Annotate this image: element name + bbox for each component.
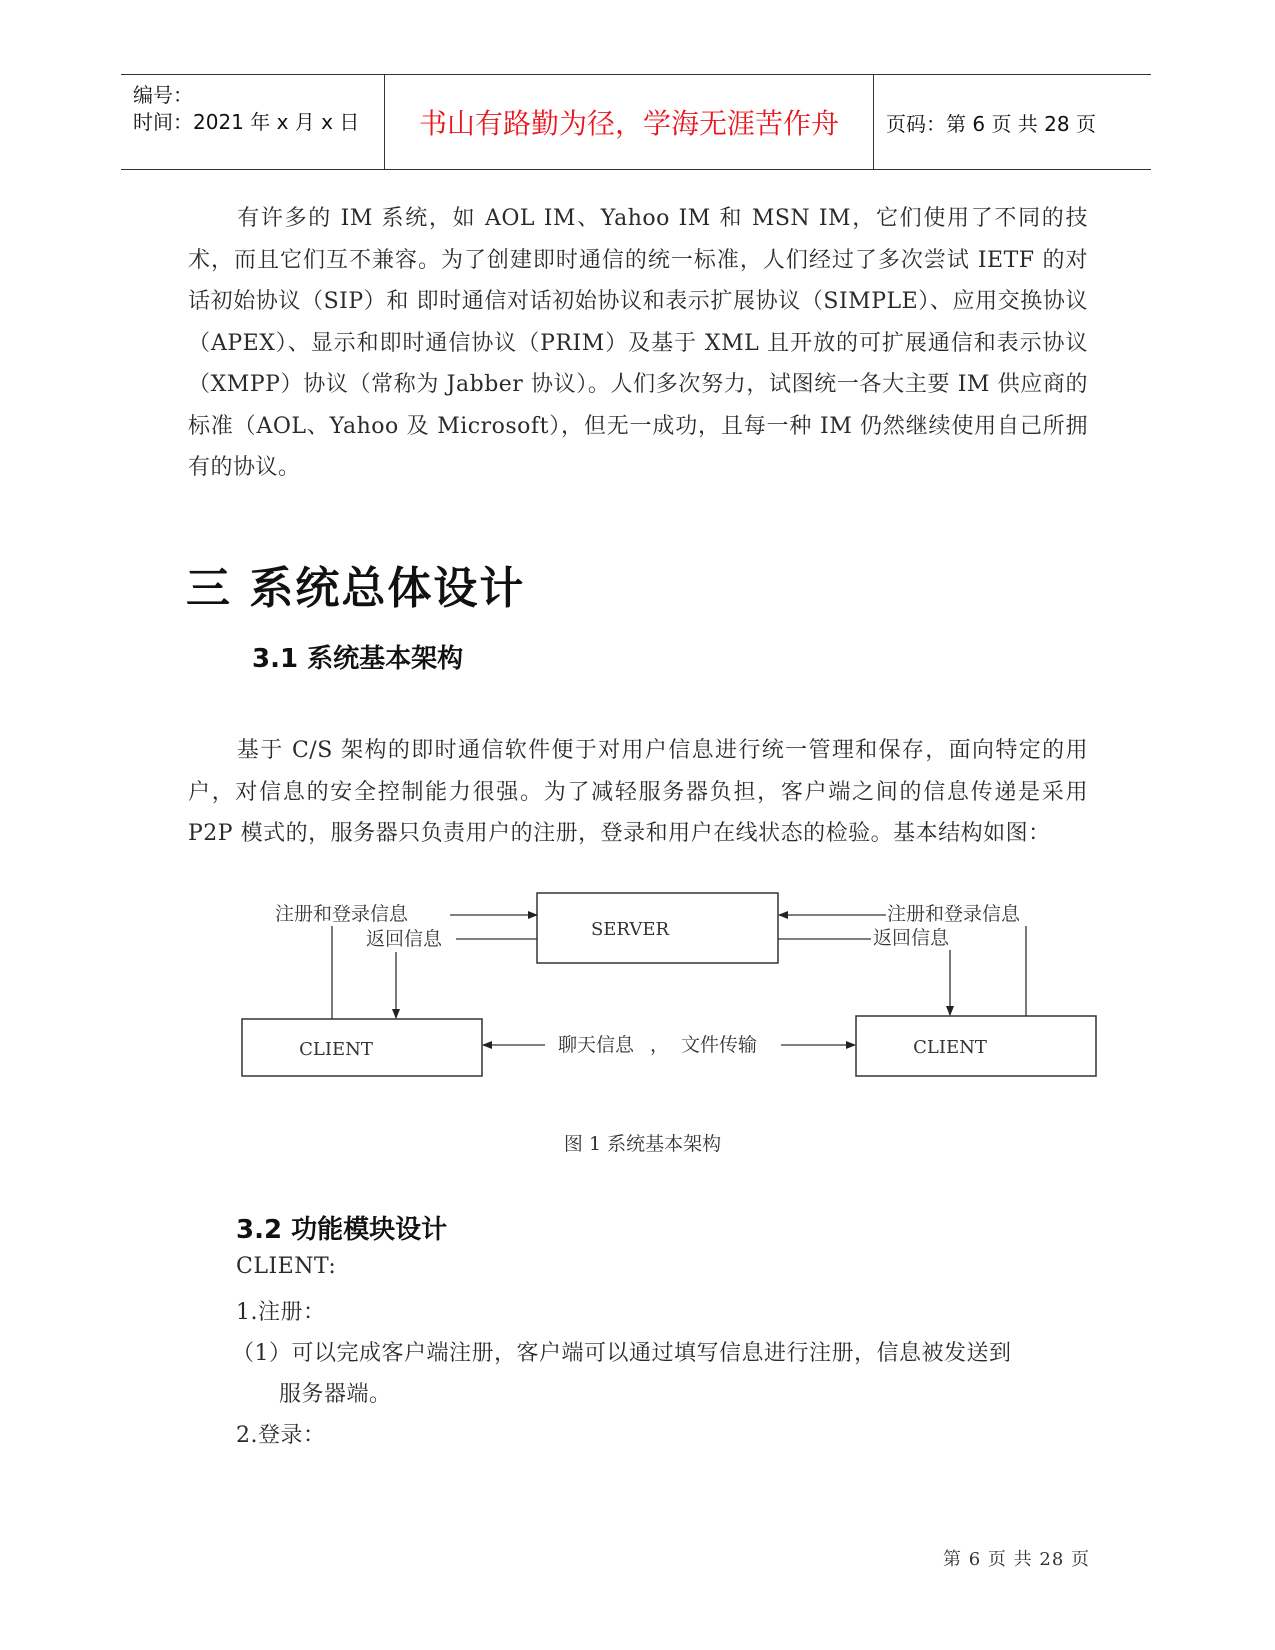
time-label: 时间：2021 年 x 月 x 日: [133, 110, 360, 134]
server-label: SERVER: [590, 919, 670, 940]
client-left-label: CLIENT: [299, 1039, 373, 1060]
left-register-label: 注册和登录信息: [275, 903, 409, 925]
file-transfer-label: 文件传输: [681, 1034, 758, 1056]
left-return-label: 返回信息: [366, 928, 443, 950]
architecture-paragraph-text: 基于 C/S 架构的即时通信软件便于对用户信息进行统一管理和保存，面向特定的用户，对信息的安全控制能力很强。为了减轻服务器负担，客户端之间的信息传递是采用 P2P 模式的，服务器只负责用户的注册，登录和用户在线状态的检验。基本结构如图：: [188, 738, 1088, 846]
chat-label: 聊天信息: [558, 1034, 635, 1056]
chat-comma: ，: [650, 1034, 670, 1056]
item-register: 1.注册：: [236, 1300, 326, 1325]
figure-caption: 图 1 系统基本架构: [563, 1133, 722, 1155]
right-return-label: 返回信息: [873, 927, 950, 949]
item-login: 2.登录：: [236, 1423, 326, 1448]
intro-paragraph-text: 有许多的 IM 系统，如 AOL IM、Yahoo IM 和 MSN IM，它们使用了不同的技术，而且它们互不兼容。为了创建即时通信的统一标准，人们经过了多次尝试 IETF 的对话初始协议（SIP）和 即时通信对话初始协议和表示扩展协议（SIMPLE）、应用交换协议（APEX）、显示和即时通信协议（PRIM）及基于 XML 且开放的可扩展通信和表示协议（XMPP）协议（常称为 Jabber 协议）。人们多次努力，试图统一各大主要 IM 供应商的标准（AOL、Yahoo 及 Microsoft），但无一成功，且每一种 IM 仍然继续使用自己所拥有的协议。: [188, 206, 1088, 480]
section-heading: 三 系统总体设计: [186, 563, 526, 614]
page-footer: 第 6 页 共 28 页: [943, 1549, 1090, 1570]
subsection-heading-3-2: 3.2 功能模块设计: [236, 1215, 448, 1245]
item-register-detail-1: （1）可以完成客户端注册，客户端可以通过填写信息进行注册，信息被发送到: [232, 1341, 1012, 1366]
header-page-info: 页码：第 6 页 共 28 页: [886, 111, 1096, 136]
item-register-detail-2: 服务器端。: [279, 1382, 392, 1407]
client-right-label: CLIENT: [913, 1037, 987, 1058]
header-motto: 书山有路勤为径，学海无涯苦作舟: [385, 75, 874, 169]
subsection-heading-3-1: 3.1 系统基本架构: [252, 644, 464, 674]
number-label: 编号：: [133, 83, 193, 107]
client-label: CLIENT:: [236, 1254, 337, 1279]
right-register-label: 注册和登录信息: [887, 903, 1021, 925]
